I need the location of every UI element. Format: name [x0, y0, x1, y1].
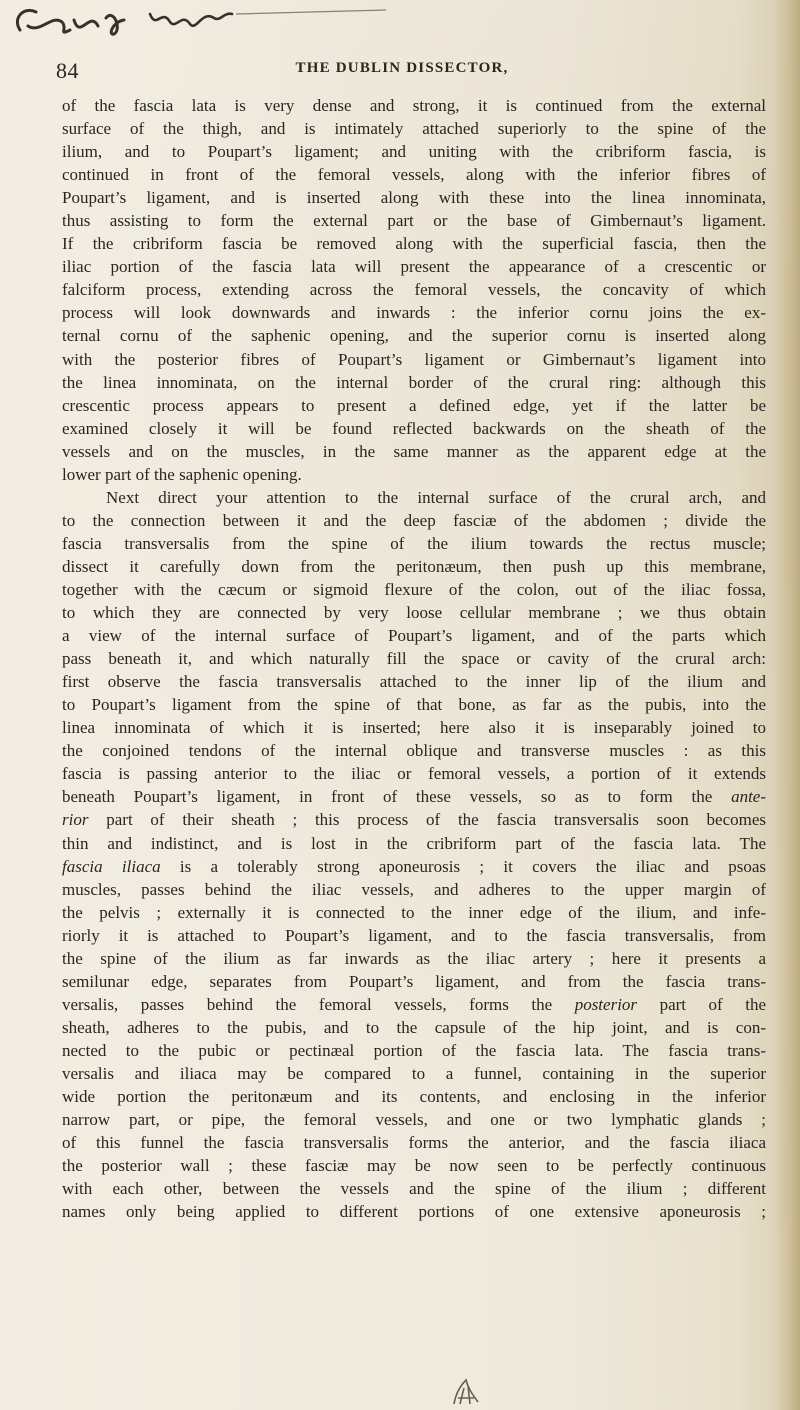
text-line: names only being applied to different portions of one extensive aponeurosis ;	[62, 1202, 766, 1222]
text-line: narrow part, or pipe, the femoral vessels, and one or two lymphatic glands ;	[62, 1110, 766, 1130]
running-title: THE DUBLIN DISSECTOR,	[295, 60, 509, 76]
text-segment: beneath Poupart’s ligament, in front of these vessels, so as to form the	[62, 787, 713, 807]
text-line: riorly it is attached to Poupart’s ligament, and to the fascia transversalis, from	[62, 925, 766, 945]
text-line: together with the cæcum or sigmoid flexure of the colon, out of the iliac fossa,	[62, 579, 766, 599]
text-line: falciform process, extending across the femoral vessels, the concavity of which	[62, 280, 766, 300]
text-line: sheath, adheres to the pubis, and to the capsule of the hip joint, and is con-	[62, 1017, 766, 1037]
text-line: Poupart’s ligament, and is inserted along with these into the linea innominata,	[62, 188, 766, 208]
text-line: continued in front of the femoral vessels, along with the inferior fibres of	[62, 165, 766, 185]
text-line: surface of the thigh, and is intimately attached superiorly to the spine of the	[62, 119, 766, 139]
text-line: crescentic process appears to present a defined edge, yet if the latter be	[62, 395, 766, 415]
text-line: muscles, passes behind the iliac vessels, and adheres to the upper margin of	[62, 879, 766, 899]
text-line: examined closely it will be found reflected backwards on the sheath of the	[62, 418, 766, 438]
text-line: the pelvis ; externally it is connected to the inner edge of the ilium, and infe-	[62, 902, 766, 922]
text-line: of the fascia lata is very dense and strong, it is continued from the external	[62, 96, 766, 115]
text-line: the conjoined tendons of the internal oblique and transverse muscles : as this	[62, 741, 766, 761]
text-line: to Poupart’s ligament from the spine of that bone, as far as the pubis, into the	[62, 695, 766, 715]
text-line: ilium, and to Poupart’s ligament; and uniting with the cribriform fascia, is	[62, 142, 766, 162]
text-segment: part of their sheath ; this process of the fascia transversalis soon becomes	[106, 810, 766, 830]
handwritten-inscription	[10, 0, 390, 42]
text-line: the posterior wall ; these fasciæ may be now seen to be perfectly continuous	[62, 1156, 766, 1176]
text-line: nected to the pubic or pectinæal portion of the fascia lata. The fascia trans-	[62, 1040, 766, 1060]
text-line-with-italic	[62, 993, 766, 1016]
paragraph-start-line: Next direct your attention to the internal surface of the crural arch, and	[106, 487, 766, 507]
italic-fascia-iliaca: fascia iliaca	[62, 856, 161, 876]
page-number: 84	[56, 58, 79, 83]
text-line: with each other, between the vessels and the spine of the ilium ; different	[62, 1179, 766, 1199]
text-line: to the connection between it and the deep fasciæ of the abdomen ; divide the	[62, 510, 766, 530]
text-line: fascia transversalis from the spine of the ilium towards the rectus muscle;	[62, 533, 766, 553]
text-line: thus assisting to form the external part or the base of Gimbernaut’s ligament.	[62, 211, 766, 231]
text-line: fascia is passing anterior to the iliac or femoral vessels, a portion of it extends	[62, 764, 766, 784]
text-segment: versalis, passes behind the femoral vessels, forms the	[62, 994, 553, 1014]
text-line-with-italic	[62, 808, 766, 831]
text-line-with-italic	[62, 855, 766, 878]
italic-posterior: posterior	[574, 994, 638, 1014]
text-line: ternal cornu of the saphenic opening, and the superior cornu is inserted along	[62, 326, 766, 346]
running-header	[52, 56, 752, 86]
text-line: iliac portion of the fascia lata will present the appearance of a crescentic or	[62, 257, 766, 277]
body-text	[62, 94, 766, 1223]
text-line: with the posterior fibres of Poupart’s ligament or Gimbernaut’s ligament into	[62, 349, 766, 369]
text-line: versalis and iliaca may be compared to a funnel, containing in the superior	[62, 1063, 766, 1083]
text-line: the spine of the ilium as far inwards as the iliac artery ; here it presents a	[62, 948, 766, 968]
text-line: vessels and on the muscles, in the same manner as the apparent edge at the	[62, 441, 766, 461]
text-line: to which they are connected by very loose cellular membrane ; we thus obtain	[62, 603, 766, 623]
text-line: semilunar edge, separates from Poupart’s ligament, and from the fascia trans-	[62, 971, 766, 991]
page-edge-shadow	[774, 0, 800, 1410]
text-line: first observe the fascia transversalis attached to the inner lip of the ilium and	[62, 672, 766, 692]
text-line: dissect it carefully down from the peritonæum, then push up this membrane,	[62, 556, 766, 576]
text-line: lower part of the saphenic opening.	[62, 464, 302, 484]
text-line: pass beneath it, and which naturally fill the space or cavity of the crural arch:	[62, 649, 766, 669]
text-line: wide portion the peritonæum and its contents, and enclosing in the inferior	[62, 1087, 766, 1107]
text-line: thin and indistinct, and is lost in the cribriform part of the fascia lata. The	[62, 833, 766, 853]
text-line-with-italic	[62, 785, 766, 808]
text-line: linea innominata of which it is inserted; here also it is inseparably joined to	[62, 718, 766, 738]
ink-blot-icon	[446, 1374, 486, 1408]
text-line: the linea innominata, on the internal border of the crural ring: although this	[62, 372, 766, 392]
text-line: a view of the internal surface of Poupart’s ligament, and of the parts which	[62, 626, 766, 646]
handwriting-mark	[10, 0, 390, 42]
text-line: of this funnel the fascia transversalis forms the anterior, and the fascia iliaca	[62, 1133, 766, 1153]
text-segment: is a tolerably strong aponeurosis ; it covers the iliac and psoas	[179, 856, 766, 876]
text-line: If the cribriform fascia be removed along with the superficial fascia, then the	[62, 234, 766, 254]
italic-anterior-b: rior	[62, 810, 89, 830]
text-line: process will look downwards and inwards : the inferior cornu joins the ex-	[62, 303, 766, 323]
italic-anterior-a: ante-	[731, 787, 766, 807]
text-segment: part of the	[659, 994, 766, 1014]
